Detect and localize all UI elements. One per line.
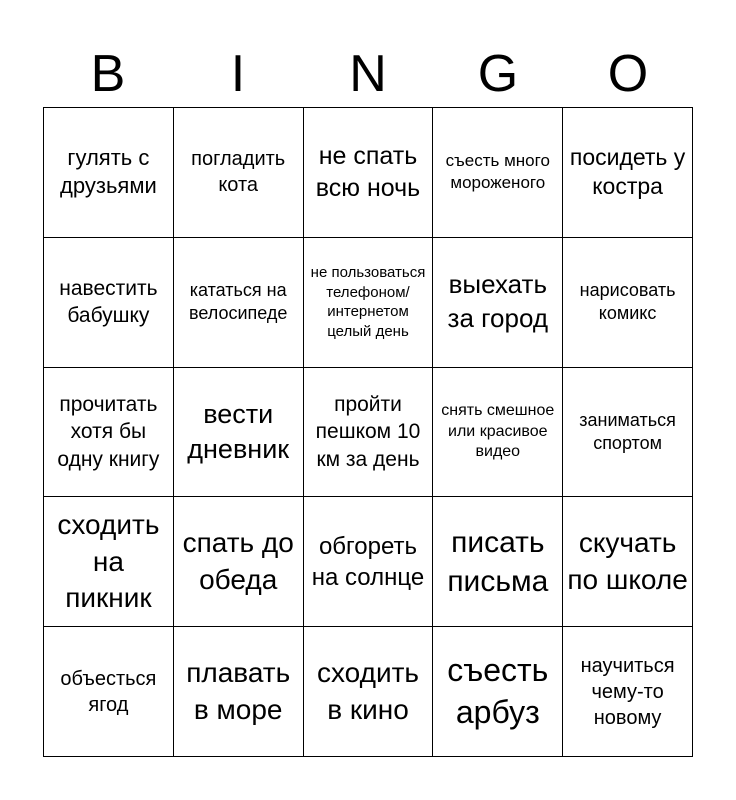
- bingo-cell-label: нарисовать комикс: [579, 279, 676, 324]
- bingo-cell-label: выехать за город: [447, 269, 549, 334]
- bingo-cell[interactable]: [174, 368, 304, 498]
- bingo-cell-label: кататься на велосипеде: [188, 279, 288, 324]
- bingo-cell[interactable]: [563, 627, 693, 757]
- bingo-cell-label: писать письма: [447, 525, 549, 598]
- bingo-cell[interactable]: [174, 627, 304, 757]
- bingo-cell-label: съесть много мороженого: [445, 151, 550, 193]
- bingo-cell-label: посидеть у костра: [569, 143, 686, 200]
- bingo-cell[interactable]: [44, 497, 174, 627]
- bingo-cell-label: съесть арбуз: [447, 652, 549, 730]
- bingo-cell-label: снять смешное или красивое видео: [441, 401, 555, 461]
- bingo-grid: [43, 107, 693, 757]
- bingo-cell-label: гулять с друзьями: [60, 144, 157, 199]
- bingo-cell[interactable]: [433, 497, 563, 627]
- bingo-cell-label: спать до обеда: [182, 527, 294, 595]
- bingo-cell[interactable]: [304, 497, 434, 627]
- bingo-cell[interactable]: [433, 368, 563, 498]
- bingo-cell-label: объесться ягод: [60, 667, 157, 716]
- bingo-cell-label: заниматься спортом: [579, 409, 676, 453]
- header-letter-i: I: [230, 45, 246, 103]
- bingo-cell[interactable]: [563, 497, 693, 627]
- bingo-cell-label: прочитать хотя бы одну книгу: [57, 393, 160, 471]
- bingo-cell[interactable]: [304, 627, 434, 757]
- bingo-cell[interactable]: [174, 497, 304, 627]
- header-letter-b: B: [90, 45, 126, 103]
- bingo-cell-label: скучать по школе: [567, 527, 688, 595]
- bingo-cell[interactable]: [174, 238, 304, 368]
- bingo-cell[interactable]: [304, 108, 434, 238]
- bingo-cell[interactable]: [304, 238, 434, 368]
- bingo-cell[interactable]: [174, 108, 304, 238]
- bingo-cell-label: не пользоваться телефоном/ интернетом целый день: [310, 264, 426, 340]
- header-letter-o: O: [607, 45, 649, 103]
- bingo-cell[interactable]: [433, 238, 563, 368]
- bingo-cell[interactable]: [563, 238, 693, 368]
- bingo-cell-label: навестить бабушку: [59, 276, 158, 328]
- bingo-cell[interactable]: [433, 108, 563, 238]
- bingo-cell-label: плавать в море: [186, 657, 291, 725]
- header-letter-n: N: [349, 45, 387, 103]
- bingo-header: [43, 40, 693, 108]
- bingo-cell-label: научиться чему-то новому: [580, 654, 675, 729]
- bingo-cell[interactable]: [563, 108, 693, 238]
- bingo-cell-label: сходить в кино: [316, 657, 420, 725]
- bingo-cell-label: погладить кота: [191, 148, 286, 197]
- bingo-cell-label: пройти пешком 10 км за день: [315, 393, 421, 471]
- bingo-cell[interactable]: [563, 368, 693, 498]
- bingo-cell-label: обгореть на солнце: [311, 532, 425, 591]
- bingo-cell-label: сходить на пикник: [57, 509, 160, 613]
- bingo-cell[interactable]: [44, 238, 174, 368]
- bingo-cell[interactable]: [433, 627, 563, 757]
- bingo-cell[interactable]: [304, 368, 434, 498]
- bingo-cell[interactable]: [44, 108, 174, 238]
- bingo-cell-label: вести дневник: [187, 398, 290, 464]
- bingo-cell-label: не спать всю ночь: [315, 141, 421, 203]
- header-letter-g: G: [477, 45, 519, 103]
- bingo-cell[interactable]: [44, 368, 174, 498]
- bingo-cell[interactable]: [44, 627, 174, 757]
